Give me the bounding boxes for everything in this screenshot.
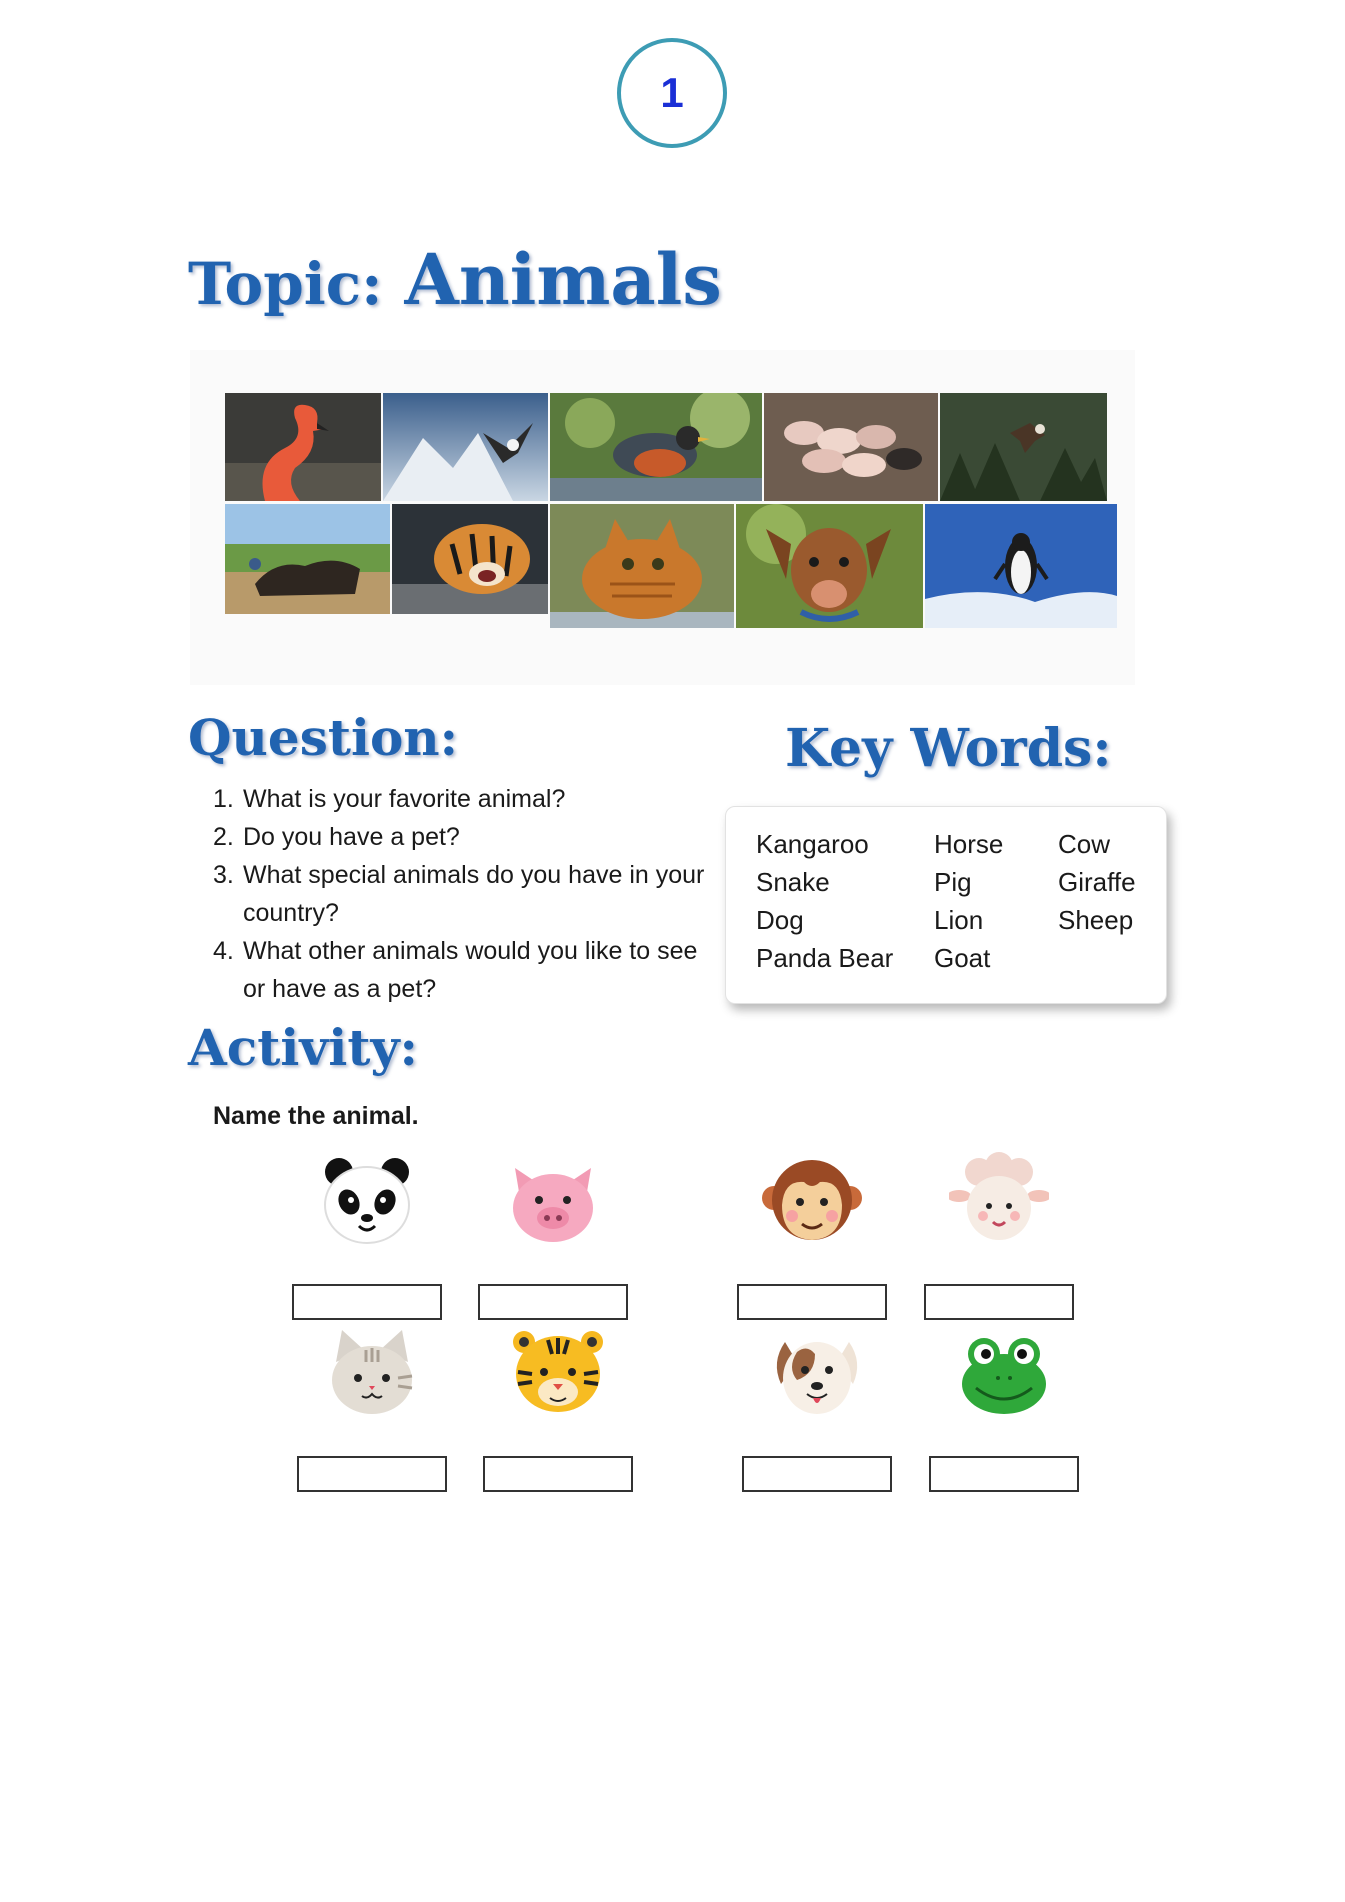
activity-heading: Activity: [188,1018,418,1077]
answer-box[interactable] [292,1284,442,1320]
tiger-photo [392,504,548,614]
page-number: 1 [617,38,727,148]
activity-item-pig [478,1150,628,1320]
answer-box[interactable] [297,1456,447,1492]
key-word: Pig [934,867,972,897]
penguin-photo [925,504,1117,628]
answer-box[interactable] [478,1284,628,1320]
answer-box[interactable] [483,1456,633,1492]
frog-icon [954,1322,1054,1422]
flamingo-photo [225,393,381,501]
question-list [213,780,713,1008]
topic-heading [188,238,722,321]
answer-box[interactable] [924,1284,1074,1320]
sheep-icon [949,1150,1049,1250]
topic-title: Animals [404,238,722,321]
activity-item-tiger [483,1322,633,1492]
key-words-heading: Key Words: [785,718,1112,779]
activity-instruction: Name the animal. [213,1102,419,1130]
question-heading: Question: [188,708,459,767]
horses-photo [225,504,390,614]
activity-item-monkey [737,1150,887,1320]
dog-photo [736,504,923,628]
key-word: Sheep [1058,905,1134,935]
animal-photo-gallery [190,350,1135,685]
question-item: 1. What is your favorite animal? [213,785,566,813]
activity-item-dog [742,1322,892,1492]
key-words-column-1 [756,825,893,977]
key-word: Goat [934,943,991,973]
key-word: Cow [1058,829,1111,859]
key-word: Kangaroo [756,829,869,859]
key-word: Snake [756,867,830,897]
eagle-mountain-photo [383,393,548,501]
key-word: Lion [934,905,984,935]
key-words-column-2 [934,825,1003,977]
panda-icon [317,1150,417,1250]
monkey-icon [762,1150,862,1250]
piglets-photo [764,393,938,501]
question-item: 2. Do you have a pet? [213,823,460,851]
key-word: Horse [934,829,1004,859]
robin-photo [550,393,762,501]
activity-item-cat [297,1322,447,1492]
key-word: Panda Bear [756,943,894,973]
answer-box[interactable] [737,1284,887,1320]
dog-icon [767,1322,867,1422]
activity-item-sheep [924,1150,1074,1320]
answer-box[interactable] [929,1456,1079,1492]
cat-photo [550,504,734,628]
answer-box[interactable] [742,1456,892,1492]
pig-icon [503,1150,603,1250]
hawk-forest-photo [940,393,1107,501]
key-words-column-3 [1058,825,1136,939]
cat-icon [322,1322,422,1422]
key-word: Dog [756,905,804,935]
topic-label: Topic: [188,250,383,318]
question-item: 3. What special animals do you have in your country? [213,861,705,927]
activity-item-panda [292,1150,442,1320]
key-words-box [725,806,1167,1004]
key-word: Giraffe [1058,867,1136,897]
activity-item-frog [929,1322,1079,1492]
tiger-icon [508,1322,608,1422]
question-item: 4. What other animals would you like to see or have as a pet? [213,937,698,1003]
